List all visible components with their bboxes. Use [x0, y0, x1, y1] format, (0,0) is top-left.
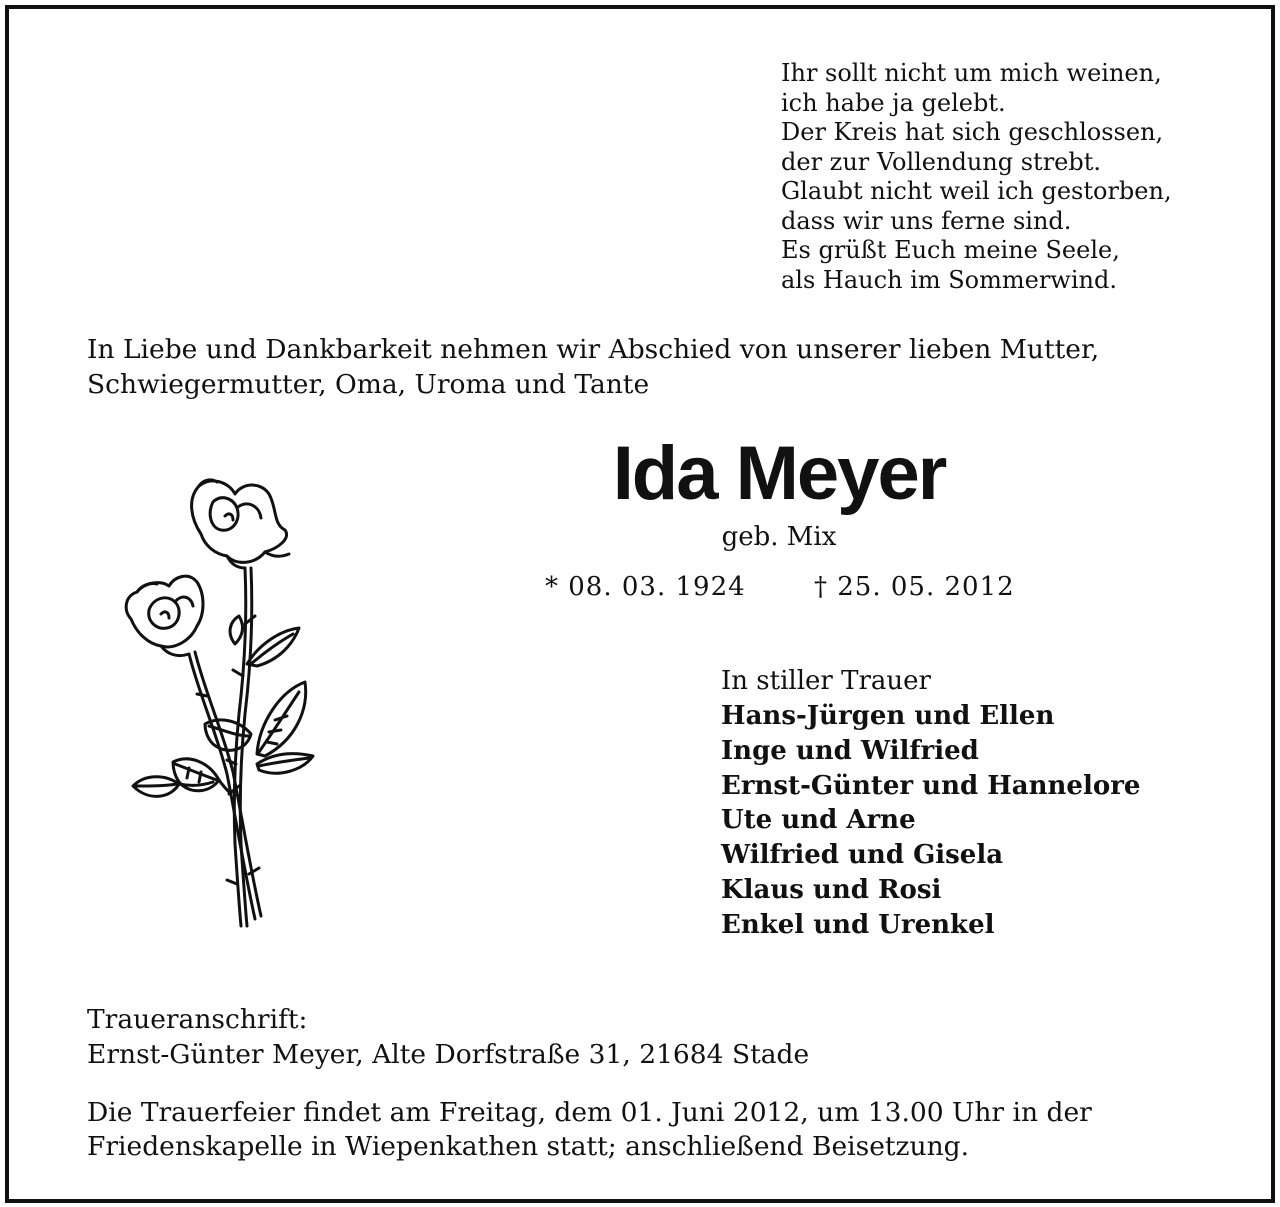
mourners-list — [721, 663, 1140, 943]
mourner-entry: Wilfried und Gisela — [721, 840, 1004, 871]
poem-line: der zur Vollendung strebt. — [781, 147, 1102, 176]
maiden-name: geb. Mix — [721, 522, 837, 552]
poem-line: dass wir uns ferne sind. — [781, 206, 1072, 235]
death-date: † 25. 05. 2012 — [814, 572, 1015, 602]
poem-line: Glaubt nicht weil ich gestorben, — [781, 177, 1172, 205]
farewell-intro — [87, 332, 1099, 402]
deceased-name: Ida Meyer — [612, 431, 946, 516]
funeral-service-info — [87, 1096, 1092, 1164]
mourner-entry: Enkel und Urenkel — [721, 909, 995, 940]
obituary-frame — [5, 5, 1275, 1203]
poem-line: Ihr sollt nicht um mich weinen, — [781, 59, 1162, 87]
poem — [781, 59, 1172, 295]
poem-line: Der Kreis hat sich geschlossen, — [781, 118, 1164, 146]
mourner-entry: Ute und Arne — [721, 805, 916, 836]
address-label: Traueranschrift: — [87, 1004, 308, 1035]
mourner-entry: Ernst-Günter und Hannelore — [721, 770, 1141, 801]
mourner-entry: Hans-Jürgen und Ellen — [721, 701, 1055, 731]
poem-line: als Hauch im Sommerwind. — [781, 265, 1117, 294]
address-line: Ernst-Günter Meyer, Alte Dorfstraße 31, 21684 Stade — [87, 1039, 810, 1070]
mourning-address — [87, 1002, 809, 1072]
intro-line-1: In Liebe und Dankbarkeit nehmen wir Abschied von unserer lieben Mutter, — [87, 334, 1100, 365]
service-line-1: Die Trauerfeier findet am Freitag, dem 01. Juni 2012, um 13.00 Uhr in der — [87, 1097, 1092, 1128]
mourner-entry: Inge und Wilfried — [721, 735, 979, 766]
birth-date: * 08. 03. 1924 — [545, 572, 746, 602]
intro-line-2: Schwiegermutter, Oma, Uroma und Tante — [87, 369, 650, 400]
rose-drawing-icon — [109, 464, 329, 934]
mourner-entry: Klaus und Rosi — [721, 874, 942, 905]
mourners-heading: In stiller Trauer — [721, 666, 931, 696]
poem-line: ich habe ja gelebt. — [781, 88, 1006, 117]
poem-line: Es grüßt Euch meine Seele, — [781, 236, 1120, 264]
service-line-2: Friedenskapelle in Wiepenkathen statt; anschließend Beisetzung. — [87, 1131, 970, 1162]
